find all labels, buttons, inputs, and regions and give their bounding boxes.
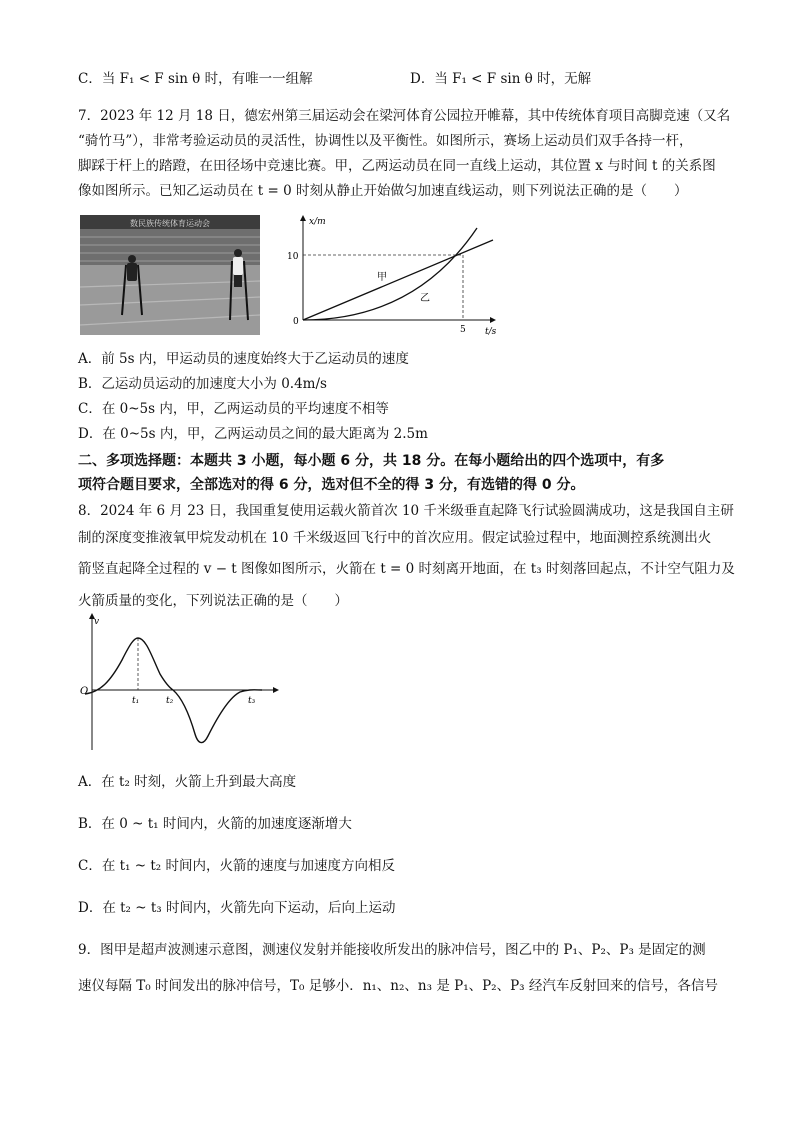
- q9-stem-line1: 9．图甲是超声波测速示意图，测速仪发射并能接收所发出的脉冲信号，图乙中的 P₁、P₂、P₃ 是固定的测: [78, 942, 706, 958]
- q7-ylabel: x/m: [309, 217, 326, 227]
- q7-xlabel: t/s: [485, 327, 497, 337]
- q8-label-t2: t₂: [166, 696, 174, 706]
- q7-option-a: A．前 5s 内，甲运动员的速度始终大于乙运动员的速度: [78, 351, 409, 367]
- curve-yi: [303, 228, 477, 320]
- q7-stem-line4: 像如图所示。已知乙运动员在 t = 0 时刻从静止开始做匀加速直线运动，则下列说法正确的是（ ）: [78, 183, 688, 199]
- q7-xtick-5: 5: [460, 325, 466, 335]
- q8-option-b: B．在 0 ~ t₁ 时间内，火箭的加速度逐渐增大: [78, 816, 352, 832]
- q8-ylabel: v: [94, 617, 100, 627]
- q8-option-a: A．在 t₂ 时刻，火箭上升到最大高度: [78, 774, 297, 790]
- q7-option-d: D．在 0~5s 内，甲，乙两运动员之间的最大距离为 2.5m: [78, 426, 428, 442]
- q8-stem-line2: 制的深度变推液氧甲烷发动机在 10 千米级返回飞行中的首次应用。假定试验过程中，地面测控系统测出火: [78, 530, 712, 546]
- q8-stem-line4: 火箭质量的变化，下列说法正确的是（ ）: [78, 593, 348, 609]
- q9-stem-line2: 速仪每隔 T₀ 时间发出的脉冲信号，T₀ 足够小．n₁、n₂、n₃ 是 P₁、P₂、P₃ 经汽车反射回来的信号，各信号: [78, 978, 718, 994]
- q7-origin: 0: [293, 317, 299, 327]
- q8-stem-line3: 箭竖直起降全过程的 v − t 图像如图所示，火箭在 t = 0 时刻离开地面，在 t₃ 时刻落回起点，不计空气阻力及: [78, 561, 735, 577]
- q7-stem-line2: “骑竹马”），非常考验运动员的灵活性，协调性以及平衡性。如图所示，赛场上运动员们双手各持一杆，: [78, 133, 693, 149]
- q8-option-d: D．在 t₂ ~ t₃ 时间内，火箭先向下运动，后向上运动: [78, 900, 396, 916]
- q7-option-c: C．在 0~5s 内，甲，乙两运动员的平均速度不相等: [78, 401, 389, 417]
- q7-stem-line1: 7．2023 年 12 月 18 日，德宏州第三届运动会在梁河体育公园拉开帷幕，其中传统体育项目高脚竞速（又名: [78, 108, 731, 124]
- q8-vt-graph: [80, 612, 280, 752]
- photo-banner-text: 数民族传统体育运动会: [130, 219, 210, 228]
- q6-option-c: C．当 F₁ < F sin θ 时，有唯一一组解: [78, 71, 313, 87]
- q8-stem-line1: 8．2024 年 6 月 23 日，我国重复使用运载火箭首次 10 千米级垂直起降飞行试验圆满成功，这是我国自主研: [78, 503, 734, 519]
- q8-option-c: C．在 t₁ ~ t₂ 时间内，火箭的速度与加速度方向相反: [78, 858, 395, 874]
- q7-race-photo: [80, 215, 260, 335]
- curve-jia: [303, 240, 493, 320]
- q7-label-jia: 甲: [377, 272, 387, 283]
- q7-ytick-10: 10: [287, 252, 299, 262]
- q8-label-t3: t₃: [248, 696, 256, 706]
- section2-header-line1: 二、多项选择题：本题共 3 小题，每小题 6 分，共 18 分。在每小题给出的四个选项中，有多: [78, 453, 665, 469]
- q7-option-b: B．乙运动员运动的加速度大小为 0.4m/s: [78, 376, 327, 392]
- section2-header-line2: 项符合题目要求，全部选对的得 6 分，选对但不全的得 3 分，有选错的得 0 分。: [78, 477, 585, 493]
- q7-xt-graph: [285, 210, 500, 340]
- q7-stem-line3: 脚踩于杆上的踏蹬，在田径场中竞速比赛。甲，乙两运动员在同一直线上运动，其位置 x 与时间 t 的关系图: [78, 158, 716, 174]
- q8-origin: O: [80, 686, 89, 697]
- q6-option-d: D．当 F₁ < F sin θ 时，无解: [410, 71, 592, 87]
- q8-label-t1: t₁: [132, 696, 140, 706]
- q7-label-yi: 乙: [420, 293, 430, 304]
- race-photo-illustration: [80, 215, 260, 335]
